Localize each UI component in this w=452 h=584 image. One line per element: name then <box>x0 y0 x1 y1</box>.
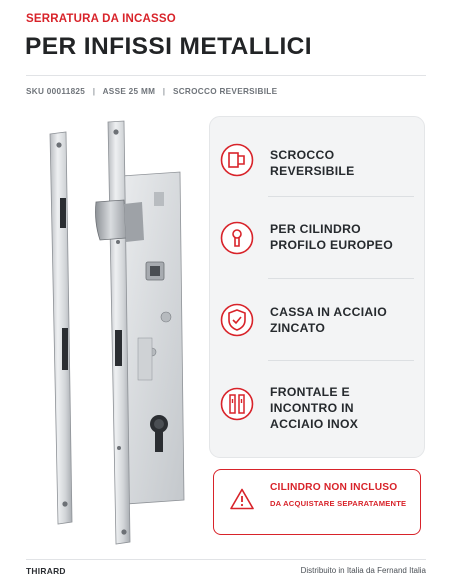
page-title: PER INFISSI METALLICI <box>25 33 312 60</box>
meta-separator: | <box>92 87 96 96</box>
bottom-divider <box>26 559 426 560</box>
distributor-note: Distribuito in Italia da Fernand Italia <box>300 566 426 575</box>
lock-body <box>96 121 185 544</box>
feature-divider <box>268 278 414 279</box>
shield-check-icon <box>220 303 254 337</box>
reversible-latch-icon <box>220 143 254 177</box>
feature-divider <box>268 196 414 197</box>
strike-plate <box>50 132 72 524</box>
notice-subtitle: DA ACQUISTARE SEPARATAMENTE <box>270 499 407 508</box>
product-meta <box>26 87 277 96</box>
feature-text: FRONTALE E INCONTRO IN ACCIAIO INOX <box>270 385 359 431</box>
notice-title: CILINDRO NON INCLUSO <box>270 482 398 493</box>
feature-divider <box>268 360 414 361</box>
feature-stainless <box>210 371 426 451</box>
feature-zinc-case <box>210 289 426 369</box>
feature-text: CASSA IN ACCIAIO ZINCATO <box>270 305 387 335</box>
cylinder-notice <box>213 469 421 535</box>
latch-label: SCROCCO REVERSIBILE <box>172 87 278 96</box>
top-divider <box>26 75 426 76</box>
feature-panel <box>209 116 425 458</box>
axis-label: ASSE 25 MM <box>102 87 156 96</box>
brand-name: THIRARD <box>26 566 66 576</box>
warning-icon <box>230 488 254 510</box>
feature-euro-cylinder <box>210 207 426 287</box>
feature-text: PER CILINDRO PROFILO EUROPEO <box>270 222 394 252</box>
kicker-label: SERRATURA DA INCASSO <box>26 13 176 25</box>
feature-text: SCROCCO REVERSIBILE <box>270 148 355 178</box>
keyhole-icon <box>220 221 254 255</box>
sku-label: SKU 00011825 <box>26 87 86 96</box>
product-image <box>38 112 198 552</box>
stainless-plates-icon <box>220 387 254 421</box>
feature-reversible-latch <box>210 125 426 205</box>
meta-separator: | <box>162 87 166 96</box>
